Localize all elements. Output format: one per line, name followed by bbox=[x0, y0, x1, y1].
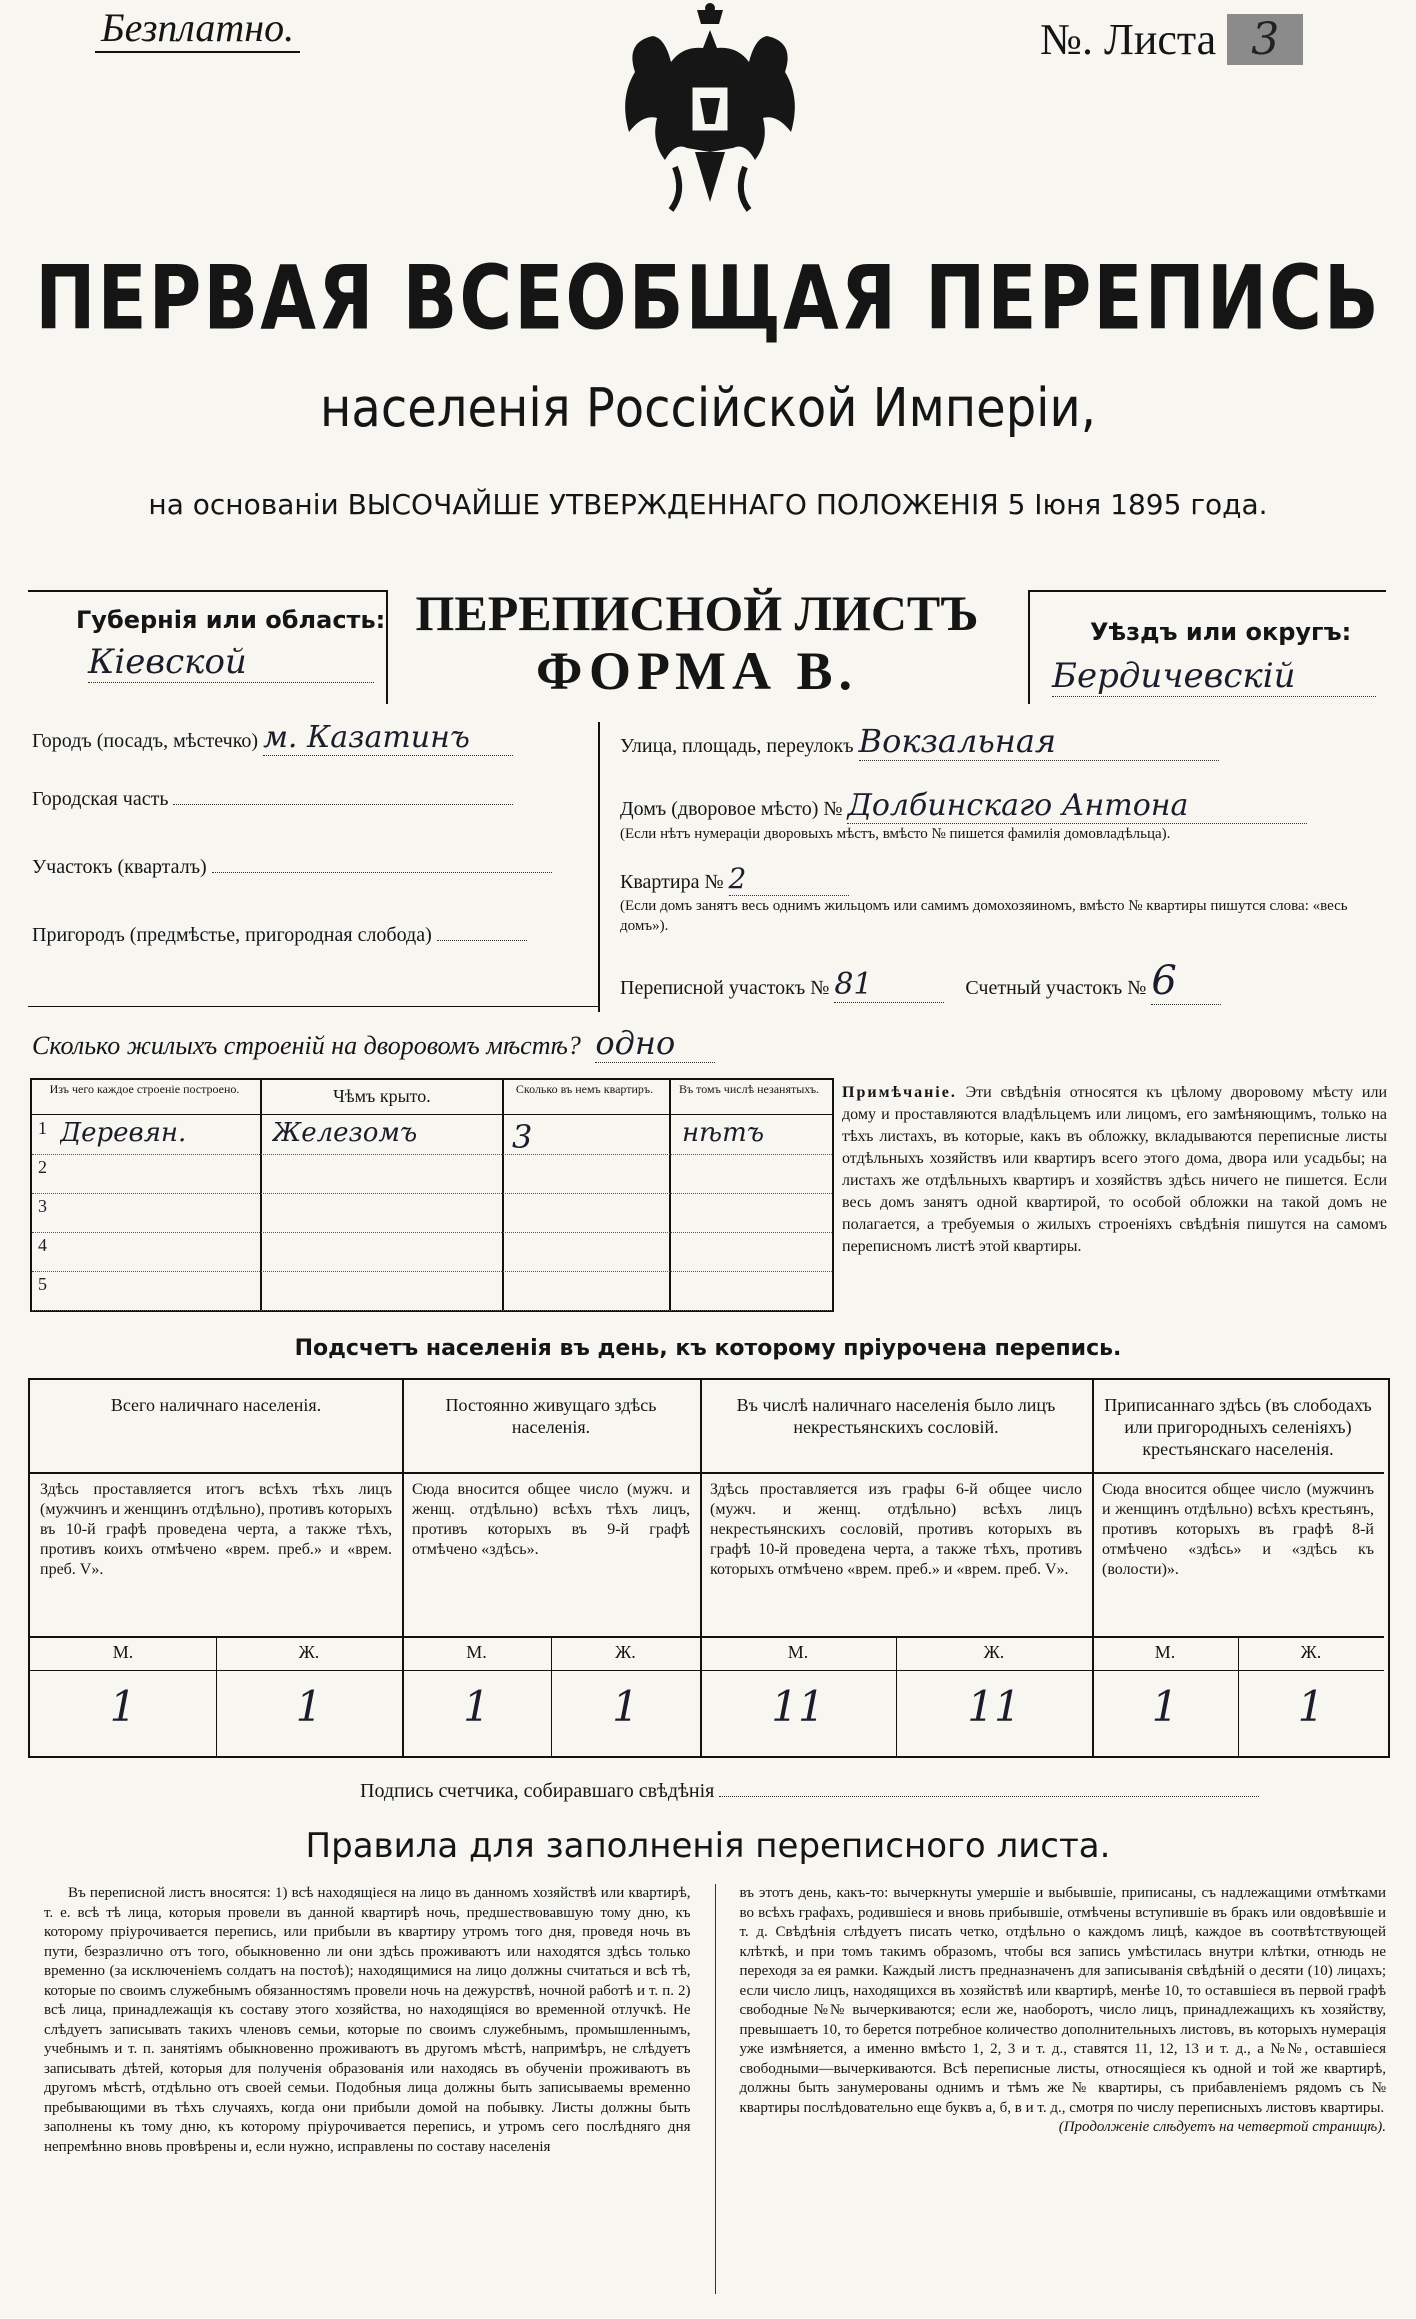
building-row-number: 1 bbox=[38, 1118, 47, 1138]
form-subtitle: ФОРМА В. bbox=[536, 641, 858, 701]
male-header: М. bbox=[466, 1642, 487, 1662]
city-value: м. Казатинъ bbox=[263, 720, 513, 756]
building-row bbox=[32, 1194, 832, 1233]
city-part-row bbox=[32, 788, 592, 856]
count-column-head: Постоянно живущаго здѣсь населенія. bbox=[445, 1395, 657, 1437]
male-count: 1 bbox=[463, 1682, 490, 1731]
precinct-label: Участокъ (кварталъ) bbox=[32, 856, 207, 878]
buildings-rows bbox=[32, 1116, 832, 1311]
female-header: Ж. bbox=[298, 1642, 320, 1662]
female-count: 1 bbox=[612, 1682, 639, 1731]
suburb-row bbox=[32, 924, 592, 984]
building-row bbox=[32, 1116, 832, 1155]
census-legal-basis: на основанiи ВЫСОЧАЙШЕ УТВЕРЖДЕННАГО ПОЛОЖЕНІЯ 5 Іюня 1895 года. bbox=[148, 488, 1268, 521]
district-block bbox=[1028, 590, 1386, 704]
street-value: Вокзальная bbox=[859, 722, 1219, 761]
apartment-row bbox=[620, 862, 1390, 896]
rules-columns bbox=[44, 1884, 1386, 2294]
census-title: ПЕРВАЯ ВСЕОБЩАЯ ПЕРЕПИСЬ bbox=[35, 246, 1381, 350]
count-column bbox=[30, 1380, 404, 1756]
city-row bbox=[32, 720, 592, 788]
male-count: 11 bbox=[771, 1682, 825, 1731]
buildings-note-text: Эти свѣдѣнія относятся къ цѣлому дворовому мѣсту или дому и проставляются владѣльцемъ или лицомъ, его замѣняющимъ, только на тѣхъ листахъ, въ которые, какъ въ обложку, вкладываются переписные листы отдѣльныхъ хозяйствъ или квартиръ всего этого дома, двора или усадьбы; на листахъ же отдѣльныхъ квартиръ и хозяйствъ здѣсь ничего не пишется. Если весь домъ занятъ одной квартирой, то особой обложки на такой домъ не полагается, а требуемыя о жилыхъ строеніяхъ свѣдѣнія пишутся на самомъ переписномъ листѣ этой квартиры. bbox=[842, 1084, 1387, 1255]
count-section-value: 6 bbox=[1151, 958, 1221, 1005]
sheet-number-label: №. Листа bbox=[1040, 15, 1217, 64]
apartment-note: (Если домъ занятъ весь однимъ жильцомъ или самимъ домохозяиномъ, вмѣсто № квартиры пишутся слова: «весь домъ»). bbox=[620, 898, 1348, 934]
buildings-header-apartments: Сколько въ немъ квартиръ. bbox=[515, 1082, 654, 1096]
census-section-value: 81 bbox=[834, 967, 944, 1003]
female-header: Ж. bbox=[1300, 1642, 1322, 1662]
house-note: (Если нѣтъ нумераціи дворовыхъ мѣстъ, вмѣсто № пишется фамилія домовладѣльца). bbox=[620, 826, 1171, 842]
buildings-table bbox=[30, 1078, 834, 1312]
signature-row bbox=[360, 1780, 1259, 1803]
signature-label: Подпись счетчика, собиравшаго свѣдѣнія bbox=[360, 1780, 715, 1802]
census-subtitle: населенія Россійской Имперіи, bbox=[320, 376, 1096, 440]
rules-left-column: Въ переписной листъ вносятся: 1) всѣ находящіеся на лицо въ данномъ хозяйствѣ или квартирѣ, т. е. всѣ тѣ лица, которыя провели въ данной квартирѣ ночь, предшествовавшую тому дню, къ которому пріурочивается перепись, или прибыли въ квартиру утромъ того дня, проведя ночь въ пути, безразлично отъ того, обыкновенно ли они здѣсь проживаютъ или находятся здѣсь только временно (за исключеніемъ солдатъ на постоѣ); находящимися на лицо должны считаться и всѣ тѣ, которые по своимъ служебнымъ обязанностямъ провели ночь на дежурствѣ, ночной работѣ и т. п. 2) всѣ лица, принадлежащія къ составу этого хозяйства, но находящіяся во временной отлучкѣ. Не слѣдуетъ записывать такихъ членовъ семьи, которые по своимъ служебнымъ, промышленнымъ, учебнымъ и т. п. занятіямъ обыкновенно проживаютъ въ другомъ мѣстѣ, напримѣръ, не слѣдуетъ записывать дѣтей, которыя для полученія образованія или находясь въ обученіи проживаютъ въ другомъ мѣстѣ, отдѣльно отъ своей семьи. Подобныя лица должны быть записываемы временно пребывающими въ тѣхъ случаяхъ, когда они прибыли домой на побывку. Листы должны быть заполнены къ тому дню, къ которому пріурочивается перепись, и утромъ сего послѣдняго дня непремѣнно вновь провѣрены и, если нужно, исправлены по составу населенія bbox=[44, 1885, 691, 2155]
count-title: Подсчетъ населенія въ день, къ которому пріурочена перепись. bbox=[294, 1336, 1122, 1361]
count-column-head: Въ числѣ наличнаго населенія было лицъ некрестьянскихъ сословій. bbox=[736, 1395, 1056, 1437]
female-count: 1 bbox=[295, 1682, 323, 1731]
province-label: Губернія или область: bbox=[76, 606, 386, 634]
male-header: М. bbox=[112, 1642, 134, 1662]
count-column-head: Приписаннаго здѣсь (въ слободахъ или пригородныхъ селеніяхъ) крестьянскаго населенія. bbox=[1104, 1395, 1372, 1459]
building-row bbox=[32, 1272, 832, 1311]
building-row-number: 5 bbox=[38, 1274, 47, 1294]
house-label: Домъ (дворовое мѣсто) № bbox=[620, 798, 843, 820]
buildings-note-title: Примѣчаніе. bbox=[842, 1084, 957, 1101]
building-apartments: 3 bbox=[512, 1118, 533, 1156]
building-row-number: 3 bbox=[38, 1196, 47, 1216]
free-label: Безплатно. bbox=[95, 4, 300, 53]
apartment-label: Квартира № bbox=[620, 871, 724, 893]
header-box bbox=[28, 585, 1384, 704]
double-headed-eagle-emblem bbox=[605, 2, 815, 217]
buildings-header-material: Изъ чего каждое строеніе построено. bbox=[49, 1082, 240, 1096]
sheet-number-value: 3 bbox=[1227, 14, 1303, 65]
female-count: 1 bbox=[1297, 1682, 1325, 1731]
census-section-label: Переписной участокъ № bbox=[620, 977, 830, 999]
count-column-description: Сюда вносится общее число (мужч. и женщ. отдѣльно) всѣхъ тѣхъ лицъ, противъ которыхъ въ 9-й графѣ отмѣчено «здѣсь». bbox=[412, 1481, 690, 1558]
male-count: 1 bbox=[1151, 1682, 1179, 1731]
female-count: 11 bbox=[967, 1682, 1021, 1731]
building-row-number: 2 bbox=[38, 1157, 47, 1177]
suburb-label: Пригородъ (предмѣстье, пригородная слобода) bbox=[32, 924, 432, 946]
section-row bbox=[620, 958, 1390, 1008]
province-value: Кіевской bbox=[88, 642, 374, 683]
precinct-row bbox=[32, 856, 592, 924]
street-row bbox=[620, 722, 1390, 788]
building-material: Деревян. bbox=[60, 1118, 187, 1148]
city-label: Городъ (посадъ, мѣстечко) bbox=[32, 730, 259, 752]
count-table bbox=[28, 1378, 1390, 1758]
count-column-description: Здѣсь проставляется итогъ всѣхъ тѣхъ лицъ (мужчинъ и женщинъ отдѣльно), противъ которыхъ въ 10-й графѣ проведена черта, а также тѣхъ, противъ коихъ отмѣчено «врем. преб.» и «врем. преб. V». bbox=[40, 1481, 392, 1578]
buildings-question-row bbox=[32, 1024, 715, 1063]
buildings-note bbox=[842, 1082, 1387, 1258]
district-value: Бердичевскій bbox=[1052, 656, 1376, 697]
address-right bbox=[620, 722, 1390, 1008]
buildings-header-vacant: Въ томъ числѣ незанятыхъ. bbox=[678, 1082, 820, 1096]
count-column-head: Всего наличнаго населенія. bbox=[110, 1395, 322, 1415]
count-column bbox=[402, 1380, 702, 1756]
male-header: М. bbox=[1154, 1642, 1176, 1662]
count-column-description: Здѣсь проставляется изъ графы 6-й общее число (мужч. и женщ. отдѣльно) всѣхъ лицъ некрестьянскихъ сословій, противъ которыхъ въ графѣ 10-й проведена черта, а также тѣхъ, противъ которыхъ отмѣчено «врем. преб.» и «врем. преб. V». bbox=[710, 1481, 1082, 1578]
count-section-label: Счетный участокъ № bbox=[965, 977, 1147, 999]
apartment-value: 2 bbox=[729, 862, 849, 896]
count-column-description: Сюда вносится общее число (мужчинъ и женщинъ отдѣльно) всѣхъ крестьянъ, противъ которыхъ въ графѣ 8-й отмѣчено «здѣсь» и «здѣсь къ (волости)». bbox=[1102, 1481, 1374, 1578]
house-row bbox=[620, 788, 1390, 826]
building-roof: Железомъ bbox=[272, 1118, 418, 1148]
rules-title: Правила для заполненія переписного листа. bbox=[305, 1826, 1111, 1866]
sheet-number bbox=[1040, 14, 1303, 65]
building-vacant: нѣтъ bbox=[682, 1118, 765, 1148]
female-header: Ж. bbox=[615, 1642, 636, 1662]
female-header: Ж. bbox=[983, 1642, 1005, 1662]
form-title: ПЕРЕПИСНОЙ ЛИСТЪ bbox=[415, 585, 979, 641]
male-count: 1 bbox=[109, 1682, 137, 1731]
building-row-number: 4 bbox=[38, 1235, 47, 1255]
male-header: М. bbox=[787, 1642, 809, 1662]
count-column bbox=[700, 1380, 1094, 1756]
building-row bbox=[32, 1155, 832, 1194]
house-value: Долбинскаго Антона bbox=[847, 788, 1307, 824]
district-label: Уѣздъ или округъ: bbox=[1090, 618, 1352, 646]
rules-continuation: (Продолженіе слѣдуетъ на четвертой страницѣ). bbox=[1058, 2119, 1386, 2135]
count-column bbox=[1092, 1380, 1384, 1756]
rules-right-column: въ этотъ день, какъ-то: вычеркнуты умершіе и выбывшіе, приписаны, съ надлежащими отмѣтками во всѣхъ графахъ, родившіеся и вновь прибывшіе, отмѣчены вступившіе въ бракъ или овдовѣвшіе и т. д. Свѣдѣнія слѣдуетъ писать четко, отдѣльно о каждомъ лицѣ, каждое въ соотвѣтствующей клѣткѣ, и при томъ такимъ образомъ, чтобы вся запись умѣстилась внутри клѣтки, отнюдь не переходя за ея рамки. Каждый листъ предназначенъ для записыванія свѣдѣній о десяти (10) лицахъ; если число лицъ, находящихся въ хозяйствѣ или квартирѣ, менѣе 10, то оставшіеся въ первой графѣ свободные №№ вычеркиваются; если же, наоборотъ, число лицъ, принадлежащихъ къ хозяйству, превышаетъ 10, то берется потребное количество дополнительныхъ листовъ, въ которыхъ нумерація уже измѣняется, а именно вмѣсто 1, 2, 3 и т. д., ставятся 11, 12, 13 и т. д., а №№, оставшіеся свободными—вычеркиваются. Всѣ переписные листы, относящіеся къ одной и той же квартирѣ, должны быть занумерованы однимъ и тѣмъ же № квартиры, съ прибавленіемъ рядомъ съ № квартиры послѣдовательно еще буквъ а, б, в и т. д., смотря по числу переписныхъ листовъ квартиры. bbox=[739, 1885, 1386, 2116]
street-label: Улица, площадь, переулокъ bbox=[620, 735, 854, 757]
buildings-answer: одно bbox=[595, 1024, 715, 1063]
province-block bbox=[28, 590, 388, 704]
address-left bbox=[32, 720, 592, 984]
buildings-header-roof: Чѣмъ крыто. bbox=[333, 1086, 431, 1106]
city-part-label: Городская часть bbox=[32, 788, 169, 810]
building-row bbox=[32, 1233, 832, 1272]
buildings-question: Сколько жилыхъ строеній на дворовомъ мѣстѣ? bbox=[32, 1031, 581, 1060]
